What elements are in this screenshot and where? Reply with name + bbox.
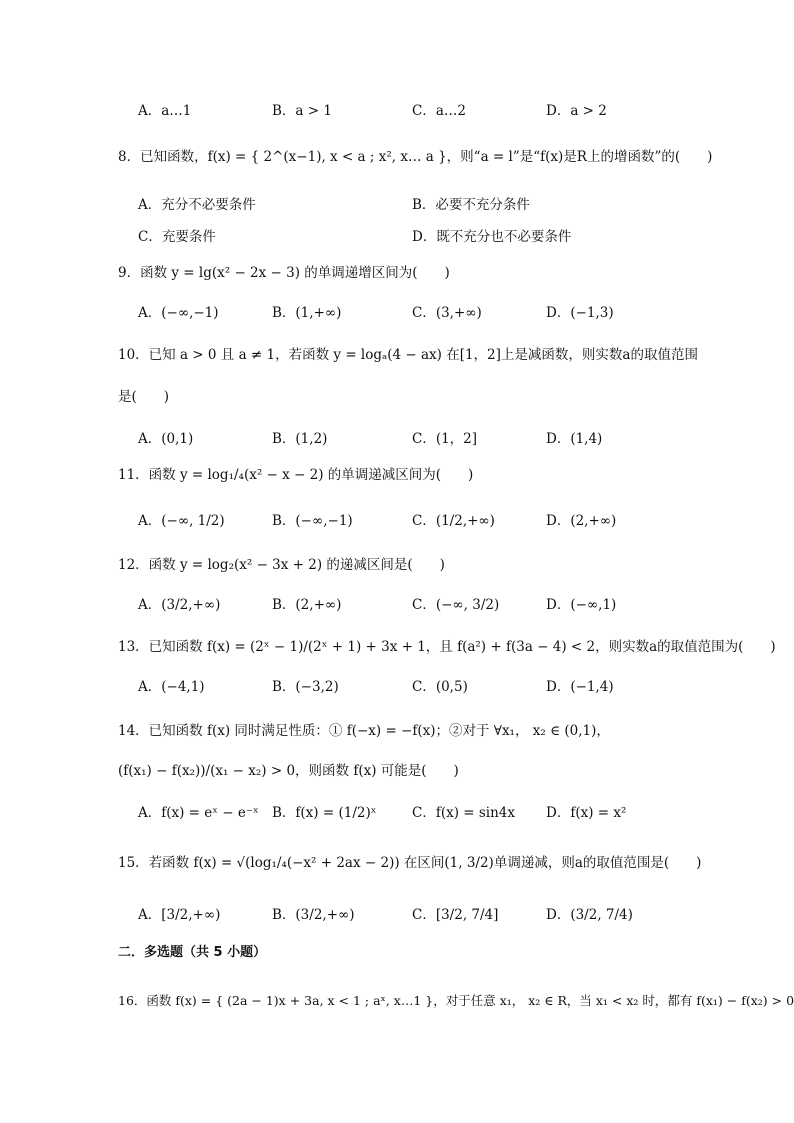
q13-option-c: C．(0,5) (412, 679, 468, 695)
q11-option-a: A．(−∞, 1/2) (138, 513, 225, 529)
section-heading: 二．多选题（共 5 小题） (118, 945, 267, 960)
q15-stem: 15．若函数 f(x) = √(log₁/₄(−x² + 2ax − 2)) 在区间(1, 3/2)单调递减，则a的取值范围是( ) (118, 855, 702, 871)
q10-option-c: C．(1，2] (412, 431, 478, 447)
q14-stem-continued: (f(x₁) − f(x₂))/(x₁ − x₂) > 0，则函数 f(x) 可能是( ) (118, 763, 459, 779)
q14-option-c: C．f(x) = sin4x (412, 805, 516, 821)
q15-option-b: B．(3/2,+∞) (272, 907, 355, 923)
q9-option-a: A．(−∞,−1) (138, 305, 219, 321)
q8-option-c: C．充要条件 (138, 229, 216, 245)
q11-option-d: D．(2,+∞) (546, 513, 617, 529)
q8-option-a: A．充分不必要条件 (138, 197, 256, 213)
q9-option-c: C．(3,+∞) (412, 305, 482, 321)
q15-option-c: C．[3/2, 7/4] (412, 907, 499, 923)
q9-option-b: B．(1,+∞) (272, 305, 342, 321)
q10-option-b: B．(1,2) (272, 431, 328, 447)
q10-stem-continued: 是( ) (118, 389, 170, 405)
q10-stem: 10．已知 a > 0 且 a ≠ 1，若函数 y = logₐ(4 − ax) 在[1，2]上是减函数，则实数a的取值范围 (118, 347, 698, 363)
q14-stem: 14．已知函数 f(x) 同时满足性质：① f(−x) = −f(x)；②对于 ∀x₁， x₂ ∈ (0,1)， (118, 723, 610, 739)
q10-option-d: D．(1,4) (546, 431, 603, 447)
q10-option-a: A．(0,1) (138, 431, 194, 447)
q13-option-a: A．(−4,1) (138, 679, 205, 695)
q15-option-d: D．(3/2, 7/4) (546, 907, 633, 923)
q9-stem: 9．函数 y = lg(x² − 2x − 3) 的单调递增区间为( ) (118, 265, 450, 281)
q7-option-a: A．a…1 (138, 103, 192, 119)
q11-option-c: C．(1/2,+∞) (412, 513, 495, 529)
q7-option-d: D．a > 2 (546, 103, 607, 119)
q11-option-b: B．(−∞,−1) (272, 513, 353, 529)
q16-stem: 16．函数 f(x) = { (2a − 1)x + 3a, x < 1 ; aˣ, x…1 }，对于任意 x₁， x₂ ∈ R，当 x₁ < x₂ 时，都有 f(x₁) − f(x₂) > 0 (118, 993, 794, 1008)
q12-option-b: B．(2,+∞) (272, 597, 342, 613)
q8-option-b: B．必要不充分条件 (412, 197, 530, 213)
q11-stem: 11．函数 y = log₁/₄(x² − x − 2) 的单调递减区间为( ) (118, 467, 474, 483)
q12-option-d: D．(−∞,1) (546, 597, 617, 613)
q13-option-d: D．(−1,4) (546, 679, 614, 695)
q12-option-c: C．(−∞, 3/2) (412, 597, 500, 613)
q14-option-d: D．f(x) = x² (546, 805, 627, 821)
q13-stem: 13．已知函数 f(x) = (2ˣ − 1)/(2ˣ + 1) + 3x + 1，且 f(a²) + f(3a − 4) < 2，则实数a的取值范围为( ) (118, 639, 776, 655)
q15-option-a: A．[3/2,+∞) (138, 907, 221, 923)
q7-option-b: B．a > 1 (272, 103, 332, 119)
q8-stem: 8．已知函数，f(x) = { 2^(x−1), x < a ; x², x… a }，则“a = l”是“f(x)是R上的增函数”的( ) (118, 149, 713, 165)
q12-stem: 12．函数 y = log₂(x² − 3x + 2) 的递减区间是( ) (118, 557, 445, 573)
q9-option-d: D．(−1,3) (546, 305, 614, 321)
q14-option-a: A．f(x) = eˣ − e⁻ˣ (138, 805, 259, 821)
q14-option-b: B．f(x) = (1/2)ˣ (272, 805, 377, 821)
q12-option-a: A．(3/2,+∞) (138, 597, 221, 613)
q13-option-b: B．(−3,2) (272, 679, 339, 695)
q8-option-d: D．既不充分也不必要条件 (412, 229, 572, 245)
q7-option-c: C．a…2 (412, 103, 466, 119)
